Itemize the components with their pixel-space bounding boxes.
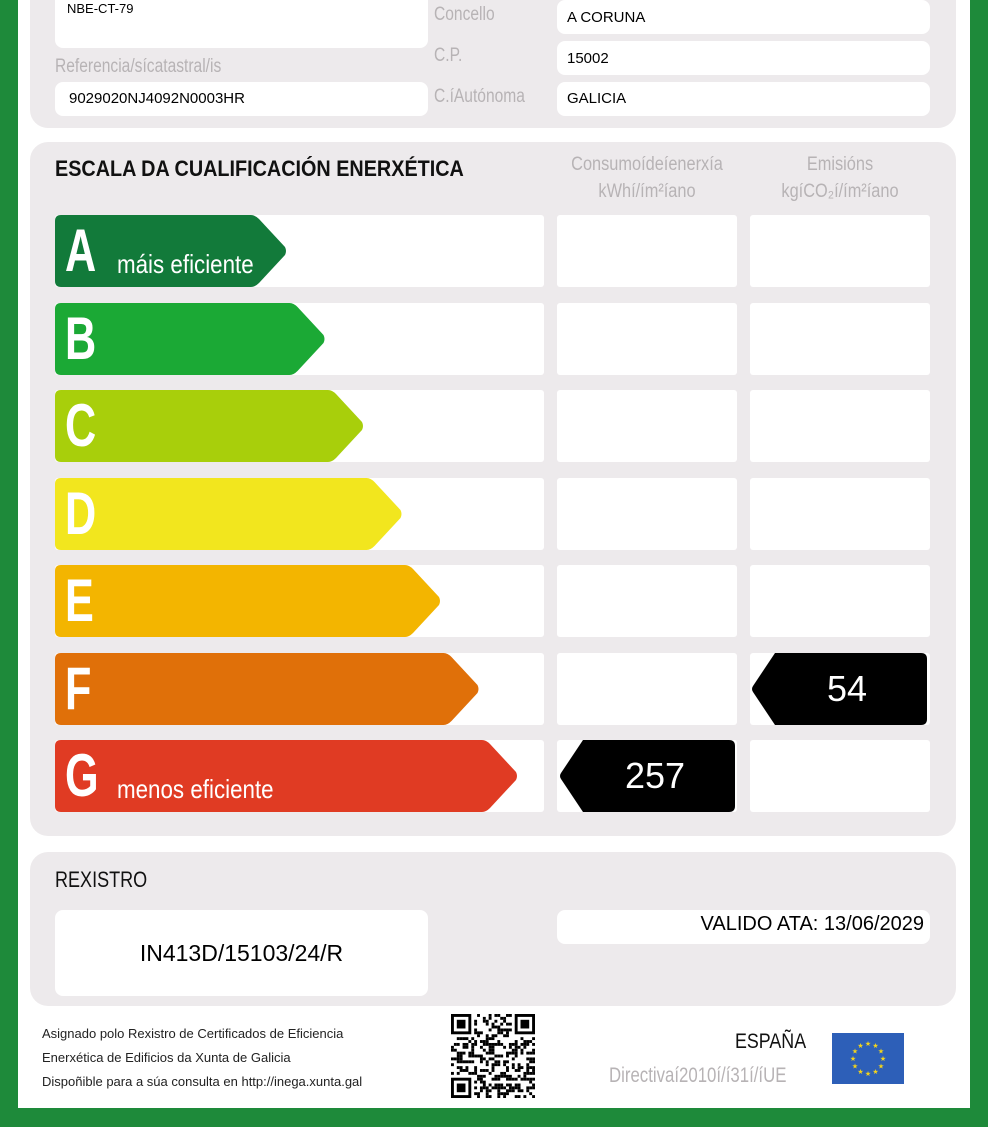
class-letter-e: E <box>65 567 94 634</box>
normative-value: NBE-CT-79 <box>67 1 134 16</box>
emisions-cell-b <box>750 303 930 375</box>
consumo-header-line2: kWhí/ím²íano <box>598 181 696 202</box>
emisions-rating-value: 54 <box>826 668 868 709</box>
class-arrow-d <box>55 478 403 550</box>
eu-flag-icon <box>832 1033 904 1084</box>
class-letter-g: G <box>65 742 99 809</box>
consumo-header <box>561 151 733 205</box>
emisions-header-line1: Emisións <box>806 154 874 175</box>
catastral-value: 9029020NJ4092N0003HR <box>69 90 245 107</box>
svg-text:★: ★ <box>864 1041 872 1048</box>
consumo-rating-indicator <box>559 740 735 812</box>
emisions-header-line2: kgíCO₂í/ím²íano <box>781 181 899 202</box>
footer-line2: Enerxética de Edificios da Xunta de Galicia <box>42 1050 291 1065</box>
consumo-cell-b <box>557 303 737 375</box>
cp-label: C.P. <box>434 45 463 66</box>
class-arrow-shape-c <box>55 390 364 462</box>
consumo-rating-value: 257 <box>624 755 686 796</box>
concello-label: Concello <box>434 4 495 25</box>
country-label: ESPAÑA <box>735 1030 807 1053</box>
green-frame-bottom <box>0 1108 988 1127</box>
cp-field <box>557 41 930 75</box>
cp-value: 15002 <box>567 50 609 67</box>
consumo-header-line1: Consumoídeíenerxía <box>571 154 723 175</box>
svg-text:★: ★ <box>877 1063 885 1071</box>
svg-text:★: ★ <box>872 1068 879 1076</box>
class-arrow-e <box>55 565 441 637</box>
class-arrow-f <box>55 653 480 725</box>
emisions-rating-indicator <box>751 653 927 725</box>
emisions-cell-g <box>750 740 930 812</box>
normative-field <box>55 0 428 48</box>
qr-code-icon <box>450 1014 536 1098</box>
registry-label: REXISTRO <box>55 867 148 892</box>
class-arrow-g <box>55 740 518 812</box>
svg-text:★: ★ <box>877 1048 885 1056</box>
concello-field <box>557 0 930 34</box>
consumo-cell-c <box>557 390 737 462</box>
svg-text:★: ★ <box>879 1056 887 1063</box>
ca-label: C.íAutónoma <box>434 86 525 107</box>
class-arrow-b <box>55 303 326 375</box>
svg-text:★: ★ <box>857 1043 864 1051</box>
class-letter-a: A <box>65 217 97 284</box>
class-letter-c: C <box>65 392 97 459</box>
ca-value: GALICIA <box>567 90 627 107</box>
class-subtitle-a: máis eficiente <box>117 249 254 279</box>
consumo-cell-e <box>557 565 737 637</box>
class-arrow-shape-d <box>55 478 403 550</box>
valid-until: VALIDO ATA: 13/06/2029 <box>700 913 924 935</box>
consumo-cell-d <box>557 478 737 550</box>
class-subtitle-g: menos eficiente <box>117 774 274 804</box>
concello-value: A CORUNA <box>567 9 646 26</box>
emisions-header <box>754 151 926 205</box>
svg-text:★: ★ <box>872 1043 879 1051</box>
emisions-cell-a <box>750 215 930 287</box>
footer-line3: Dispoñible para a súa consulta en http://inega.xunta.gal <box>42 1074 363 1089</box>
emisions-cell-d <box>750 478 930 550</box>
svg-text:★: ★ <box>851 1063 859 1071</box>
class-arrow-shape-f <box>55 653 480 725</box>
registry-number: IN413D/15103/24/R <box>139 939 344 966</box>
footer-line1: Asignado polo Rexistro de Certificados de Eficiencia <box>42 1026 344 1041</box>
consumo-cell-f <box>557 653 737 725</box>
class-arrow-shape-e <box>55 565 441 637</box>
consumo-cell-a <box>557 215 737 287</box>
class-letter-f: F <box>65 655 92 722</box>
svg-text:★: ★ <box>857 1068 864 1076</box>
green-frame-right <box>970 0 988 1127</box>
valid-until-field <box>557 910 930 944</box>
emisions-cell-e <box>750 565 930 637</box>
catastral-field <box>55 82 428 116</box>
green-frame-left <box>0 0 18 1127</box>
ca-field <box>557 82 930 116</box>
class-arrow-c <box>55 390 364 462</box>
class-letter-b: B <box>65 305 97 372</box>
svg-text:★: ★ <box>851 1048 859 1056</box>
class-letter-d: D <box>65 480 97 547</box>
class-arrow-a <box>55 215 287 287</box>
registry-number-field <box>55 910 428 996</box>
directive-label: Directivaí2010í/í31í/íUE <box>609 1064 787 1087</box>
svg-text:★: ★ <box>864 1071 872 1078</box>
catastral-label: Referencia/sícatastral/is <box>55 56 222 77</box>
svg-text:★: ★ <box>849 1056 857 1063</box>
emisions-cell-c <box>750 390 930 462</box>
scale-title: ESCALA DA CUALIFICACIÓN ENERXÉTICA <box>55 156 464 181</box>
